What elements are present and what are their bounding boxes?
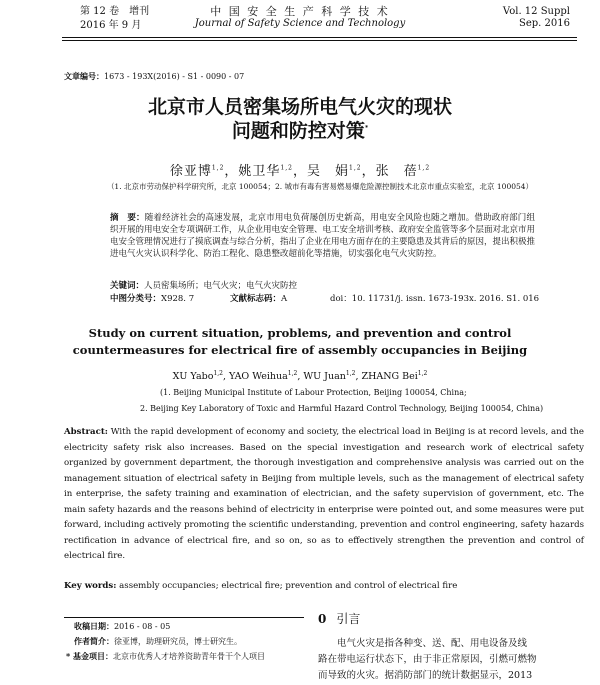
keywords-cn [110,279,297,291]
document-code [230,292,287,304]
doi-label: doi： [330,294,352,304]
abstract-en [64,425,584,565]
author-cn-sup: 1,2 [211,164,225,172]
author-cn: 姚卫华 [238,164,281,179]
title-cn-funding-mark: * [364,124,369,132]
received-label: 收稿日期： [74,621,114,631]
authors-cn [0,160,600,179]
author-separator: ， [361,164,376,179]
author-bio: 徐亚博，助理研究员，博士研究生。 [114,637,242,646]
article-number-value: 1673 - 193X(2016) - S1 - 0090 - 07 [104,72,245,81]
doi-value: 10. 11731/j. issn. 1673-193x. 2016. S1. 016 [351,294,540,304]
title-cn-line1: 北京市人员密集场所电气火灾的现状 [147,96,452,118]
author-separator: , [355,371,362,382]
date-cn: 2016 年 9 月 [80,20,142,31]
received-date: 2016 - 08 - 05 [114,622,171,631]
author-cn: 张 蓓 [375,164,418,179]
doi [330,292,539,304]
footnote-fund [66,651,265,662]
section-title: 引言 [336,612,361,626]
footnote-rule [64,617,304,618]
footnote-received [74,621,170,632]
author-en-sup: 1,2 [287,369,298,377]
doc-code-value: A [281,294,288,304]
author-cn: 吴 娟 [307,164,350,179]
clc-value: X928. 7 [161,294,195,304]
author-separator: ， [292,164,307,179]
volume-cn: 第 12 卷 增刊 [80,6,150,17]
author-separator: , [222,371,230,382]
clc-label: 中图分类号： [110,294,162,304]
author-cn-sup: 1,2 [280,164,293,172]
author-separator: , [297,371,304,382]
author-en: XU Yabo [172,371,214,382]
header-rule-thin [62,40,577,41]
author-en-sup: 1,2 [417,369,428,377]
keywords-cn-label: 关键词： [110,281,145,291]
keywords-cn-text: 人员密集场所；电气火灾；电气火灾防控 [144,281,298,291]
affiliation-cn: （1. 北京市劳动保护科学研究所，北京 100054；2. 城市有毒有害易燃易爆危险源控制技术北京市重点实验室，北京 100054） [106,182,534,191]
author-en: WU Juan [303,371,346,382]
body-text-line: 而导致的火灾。据消防部门的统计数据显示，2013 [318,670,533,681]
abstract-en-label: Abstract: [64,427,108,437]
title-en-line1: Study on current situation, problems, and prevention and control [88,326,512,340]
author-en: ZHANG Bei [361,371,418,382]
author-cn: 徐亚博 [169,164,212,179]
fund-label: * 基金项目： [66,651,113,661]
section-number: 0 [318,612,327,626]
journal-name-cn: 中 国 安 全 生 产 科 学 技 术 [210,5,390,18]
header-rule-thick [62,37,577,38]
journal-name-en: Journal of Safety Science and Technology [194,18,406,29]
keywords-en-label: Key words: [64,581,117,591]
author-en-sup: 1,2 [345,369,356,377]
authors-en [0,371,600,382]
author-bio-label: 作者简介： [74,636,114,646]
date-en: Sep. 2016 [519,18,570,29]
title-cn-line2 [0,120,600,143]
body-text-line: 电气火灾是指各种变、送、配、用电设备及线 [337,638,528,649]
title-cn-line2-text: 问题和防控对策 [231,120,365,142]
affiliation-en-2: 2. Beijing Key Laboratory of Toxic and Harmful Hazard Control Technology, Beijing 100054, China) [140,404,544,413]
author-en: YAO Weihua [229,371,288,382]
abstract-cn [110,212,535,260]
author-cn-sup: 1,2 [349,164,362,172]
body-text-line: 路在带电运行状态下，由于非正常原因，引燃可燃物 [318,654,537,665]
author-cn-sup: 1,2 [417,164,431,172]
author-separator: ， [224,164,239,179]
affiliation-en-1: (1. Beijing Municipal Institute of Labour Protection, Beijing 100054, China; [160,388,467,397]
fund-text: 北京市优秀人才培养资助青年骨干个人项目 [112,652,265,661]
article-number [64,71,244,82]
abstract-cn-text: 随着经济社会的高速发展，北京市用电负荷屡创历史新高，用电安全风险也随之增加。借助政府部门组织开展的用电安全专项调研工作，从企业用电安全管理、电工安全培训考核、政府安全监管等多个层面对北京市用电安全管理情况进行了摸底调查与综合分析，指出了企业在用电方面存在的主要隐患及其背后的原因，提出积极推进电气火灾认识科学化、防治工程化、隐患整改超前化等措施，切实强化电气火灾防控。 [110,213,536,259]
section-heading [318,610,360,627]
keywords-en-text: assembly occupancies; electrical fire; prevention and control of electrical fire [119,581,458,591]
running-header-right [503,6,570,30]
doc-code-label: 文献标志码： [230,294,282,304]
abstract-cn-label: 摘 要： [110,213,145,223]
footnote-author [74,636,242,647]
title-en-line2: countermeasures for electrical fire of assembly occupancies in Beijing [72,343,528,357]
abstract-en-text: With the rapid development of economy and society, the electrical load in Beijing is at record levels, and the electricity safety risk also increases. Based on the special investigation and research work of electrical safety organized by government department, the thorough investigation and comprehensive analysis was carried out on the management situation of electrical safety in Beijing from multiple levels, such as the management of electrical safety in enterprise, the safety training and examination of electrician, and the safety supervision of government, etc. The main safety hazards and the reasons behind of electricity in enterprise were pointed out, and some measures were put forward, including actively promoting the scientific understanding, prevention and control engineering, safety hazards rectification in advance of electrical fire, and so on, so as to effectively strengthen the prevention and control of electrical fire. [64,427,585,561]
volume-en: Vol. 12 Suppl [502,6,570,17]
author-en-sup: 1,2 [213,369,223,377]
keywords-en [64,581,457,591]
clc-code [110,292,194,304]
article-number-label: 文章编号： [64,71,104,81]
